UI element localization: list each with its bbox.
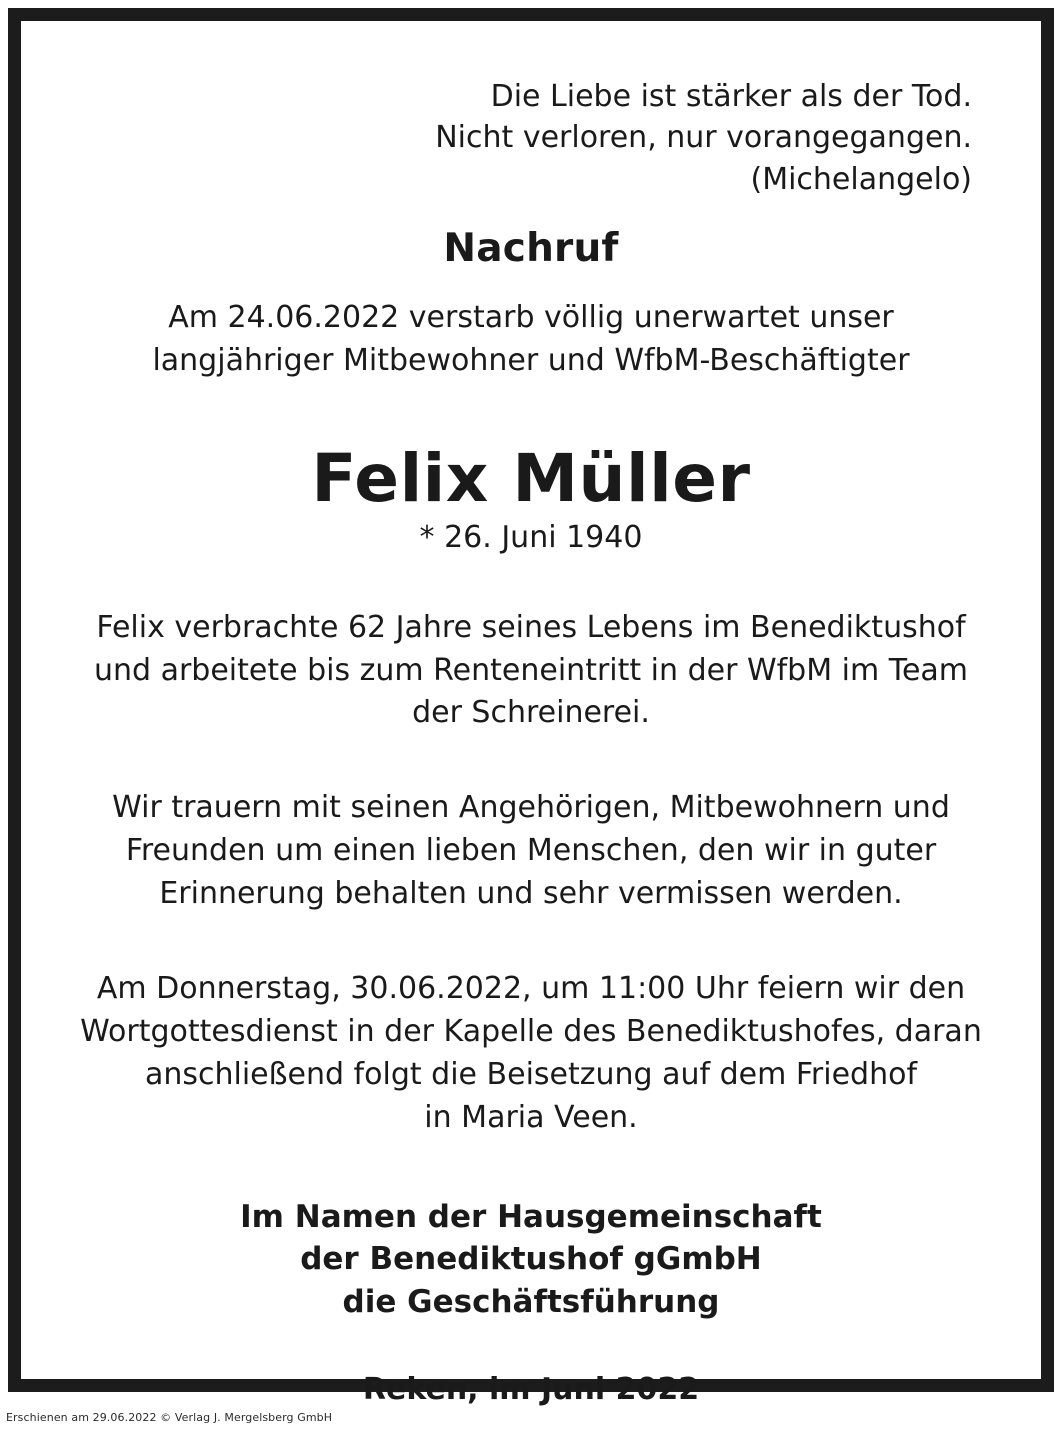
paragraph2-line-3: Erinnerung behalten und sehr vermissen werden. <box>159 876 903 912</box>
place-and-date: Reken, im Juni 2022 <box>362 1371 700 1407</box>
paragraph-funeral-service <box>78 968 984 1140</box>
paragraph2-line-1: Wir trauern mit seinen Angehörigen, Mitbewohnern und <box>112 790 950 826</box>
deceased-birth-date: * 26. Juni 1940 <box>419 519 643 555</box>
paragraph1-line-3: der Schreinerei. <box>412 695 650 731</box>
quote-block <box>78 76 972 200</box>
signature-line-3: die Geschäftsführung <box>342 1284 720 1321</box>
paragraph2-line-2: Freunden um einen lieben Menschen, den wir in guter <box>125 833 937 869</box>
paragraph3-line-3: anschließend folgt die Beisetzung auf dem Friedhof <box>144 1056 918 1092</box>
intro-text <box>78 297 984 382</box>
deceased-name: Felix Müller <box>311 440 751 518</box>
paragraph-biography <box>78 607 984 736</box>
quote-attribution: (Michelangelo) <box>750 161 972 197</box>
signature-line-1: Im Namen der Hausgemeinschaft <box>240 1198 822 1235</box>
quote-line-1: Die Liebe ist stärker als der Tod. <box>490 79 972 114</box>
mourning-frame <box>8 8 1054 1407</box>
paragraph3-line-2: Wortgottesdienst in der Kapelle des Benediktushofes, daran <box>80 1013 982 1049</box>
paragraph1-line-2: und arbeitete bis zum Renteneintritt in der WfbM im Team <box>93 652 969 688</box>
paragraph3-line-4: in Maria Veen. <box>424 1099 638 1135</box>
obituary-content <box>34 34 1028 1407</box>
signature-line-2: der Benediktushof gGmbH <box>300 1241 762 1278</box>
intro-line-2: langjähriger Mitbewohner und WfbM-Beschäftigter <box>152 342 910 378</box>
quote-line-2: Nicht verloren, nur vorangegangen. <box>435 120 972 156</box>
paragraph-mourning <box>78 787 984 916</box>
page-title: Nachruf <box>443 226 619 272</box>
signature-block <box>78 1196 984 1324</box>
intro-line-1: Am 24.06.2022 verstarb völlig unerwartet unser <box>168 300 894 336</box>
footer-credit: Erschienen am 29.06.2022 © Verlag J. Mergelsberg GmbH <box>6 1411 333 1424</box>
paragraph1-line-1: Felix verbrachte 62 Jahre seines Lebens im Benediktushof <box>96 609 966 645</box>
paragraph3-line-1: Am Donnerstag, 30.06.2022, um 11:00 Uhr feiern wir den <box>96 971 966 1006</box>
